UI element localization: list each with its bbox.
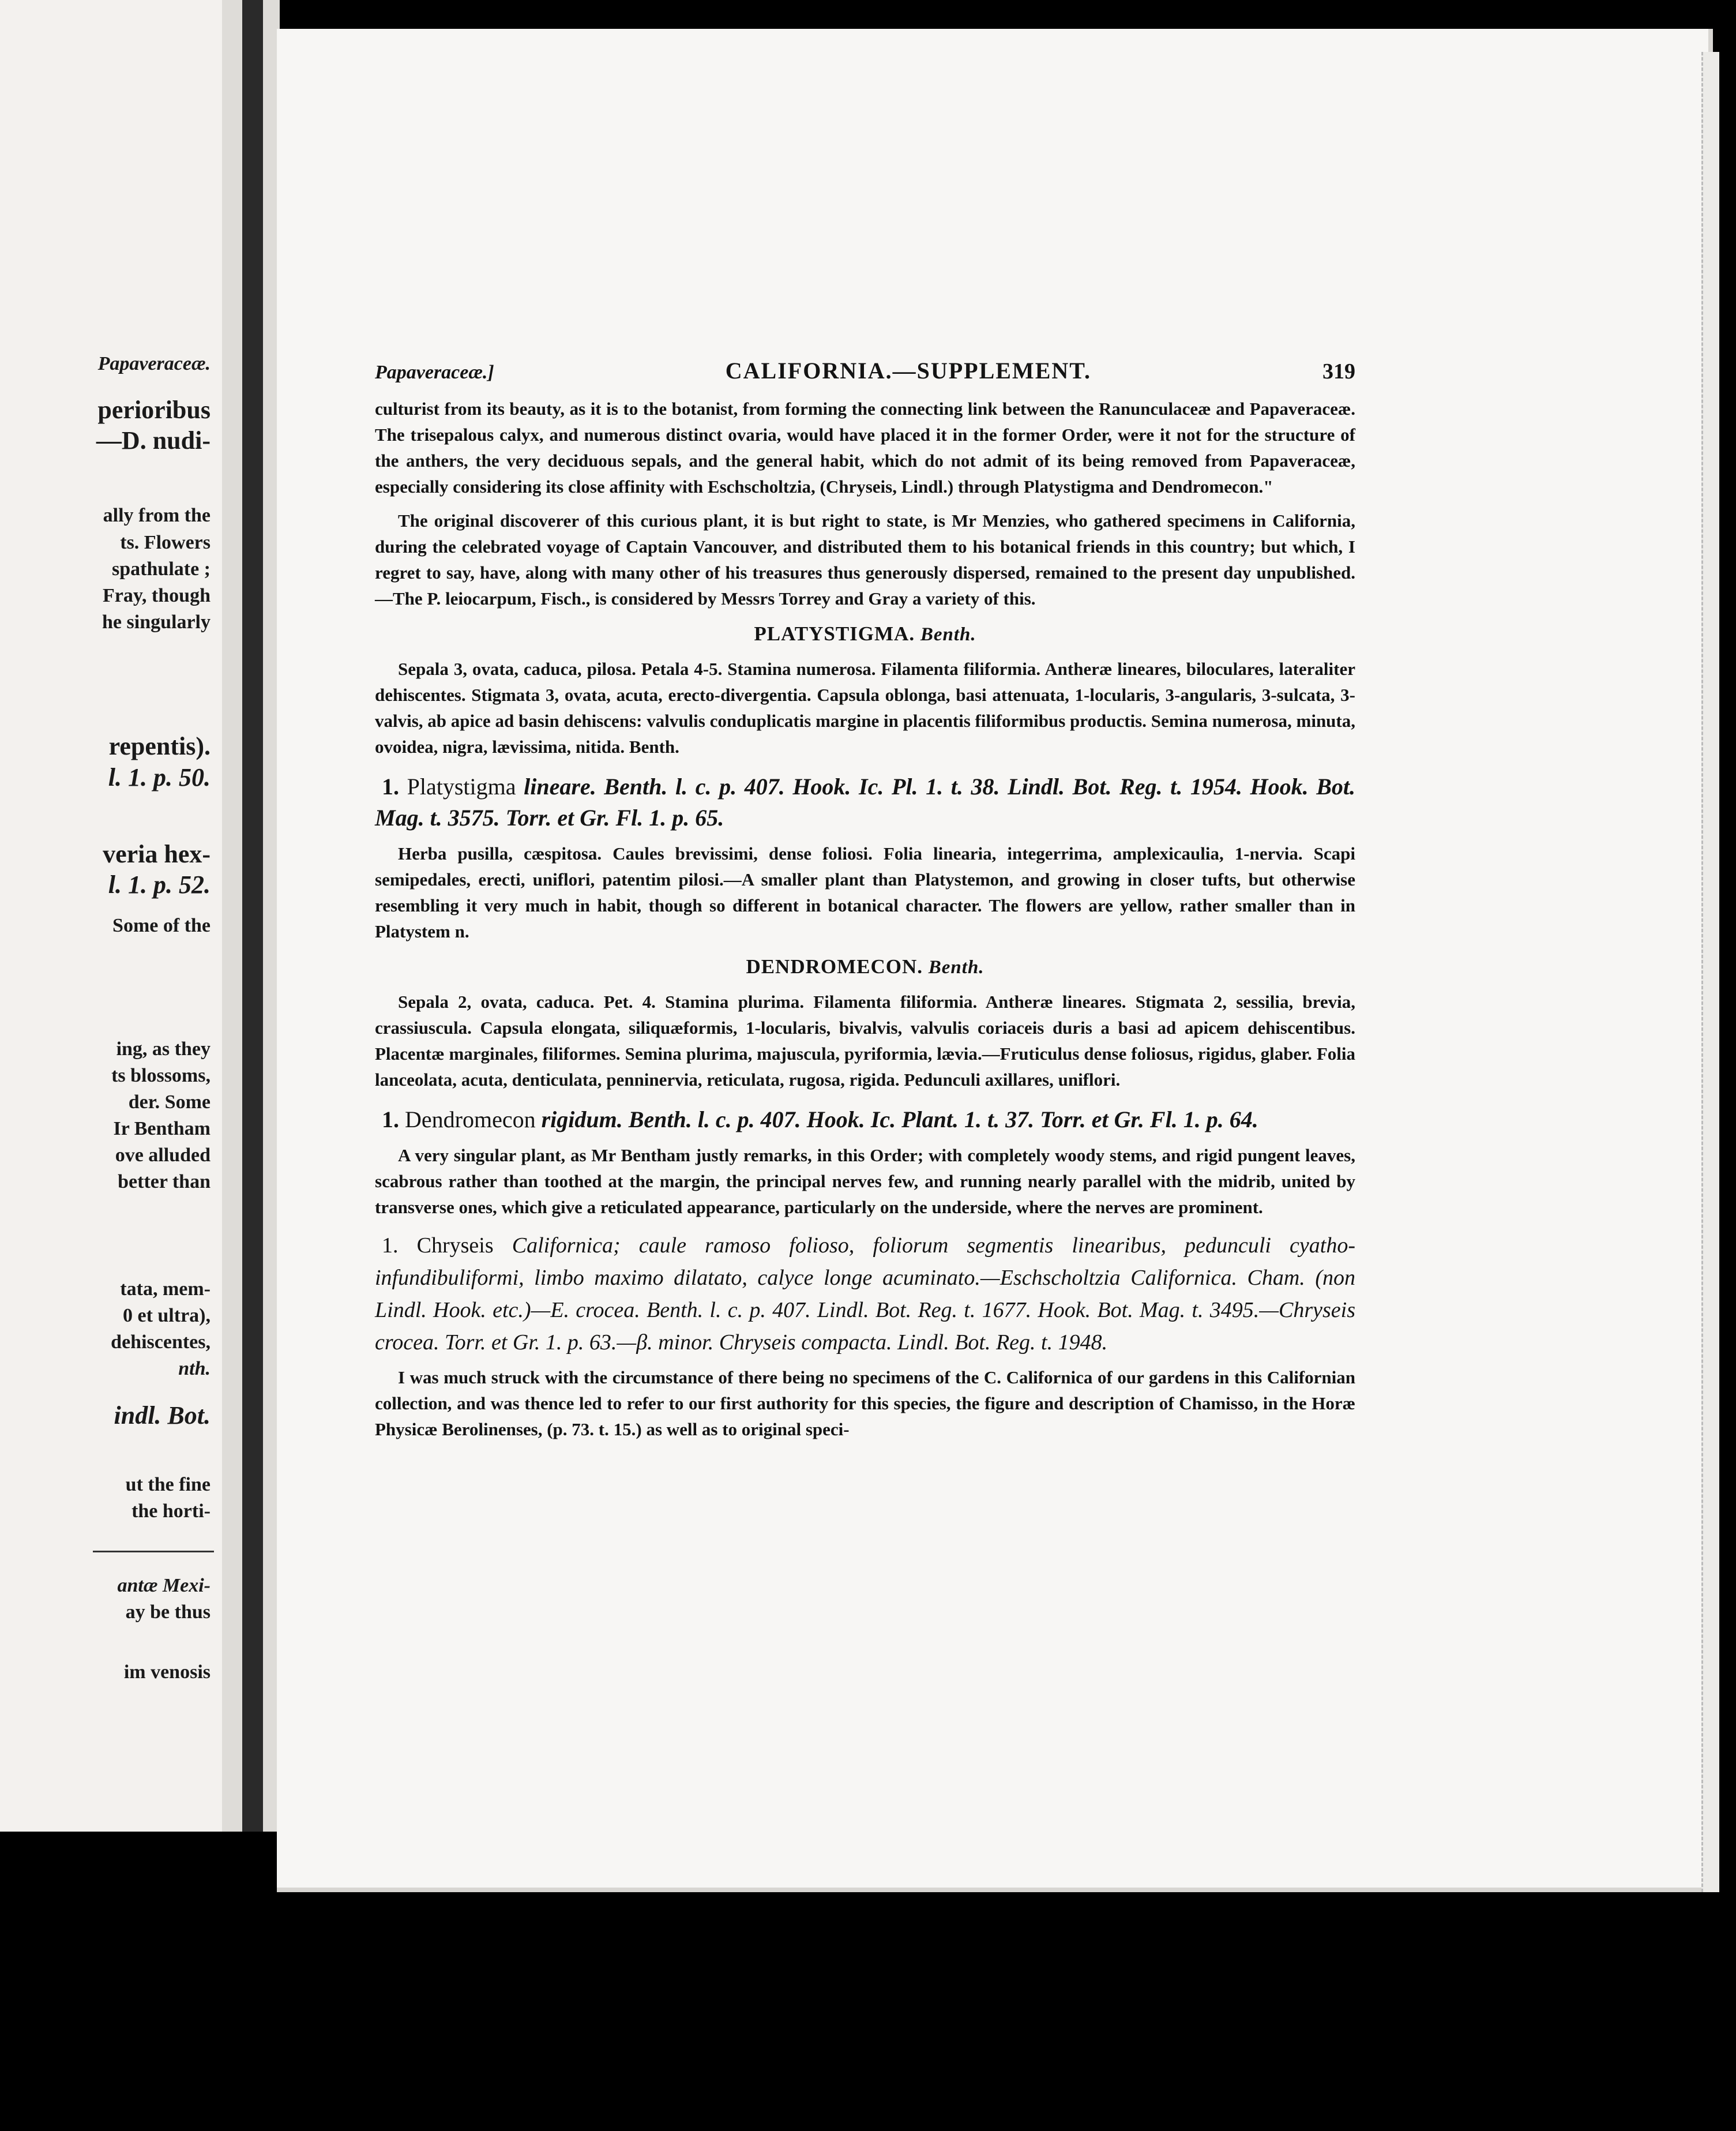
- species-genus: Platystigma: [407, 774, 516, 800]
- previous-page-line: ally from the: [103, 505, 211, 526]
- running-header: [375, 358, 1355, 385]
- header-section: Papaveraceæ.]: [375, 362, 494, 383]
- species-number: 1.: [382, 774, 399, 800]
- previous-page-line: 0 et ultra),: [122, 1305, 211, 1326]
- previous-page-line: indl. Bot.: [114, 1401, 211, 1430]
- previous-page-line: Ir Bentham: [113, 1118, 211, 1139]
- genus-description-platystigma: Sepala 3, ovata, caduca, pilosa. Petala 4-5. Stamina numerosa. Filamenta filiformia. Antheræ lineares, biloculares, lateraliter dehiscentes. Stigmata 3, ovata, acuta, erecto-divergentia. Capsula oblonga, basi attenuata, 1-locularis, 3-angularis, 3-sulcata, 3-valvis, ab apice ad basin dehiscens: valvulis conduplicatis margine in placentis filiformibus productis. Semina numerosa, minuta, ovoidea, nigra, lævissima, nitida. Benth.: [375, 659, 1355, 757]
- genus-author: Benth.: [920, 624, 976, 645]
- previous-page-line: tata, mem-: [120, 1278, 211, 1300]
- genus-name: DENDROMECON.: [746, 955, 923, 978]
- species-citation: Californica; caule ramoso folioso, foliorum segmentis linearibus, pedunculi cyatho-infundibuliformi, limbo maximo dilatato, calyce longe acuminato.—Eschscholtzia Californica. Cham. (non Lindl. Hook. etc.)—E. crocea. Benth. l. c. p. 407. Lindl. Bot. Reg. t. 1677. Hook. Bot. Mag. t. 3495.—Chryseis crocea. Torr. et Gr. 1. p. 63.—β. minor. Chryseis compacta. Lindl. Bot. Reg. t. 1948.: [375, 1233, 1356, 1355]
- page-edge: [1701, 52, 1719, 1892]
- previous-page-line: nth.: [178, 1358, 211, 1379]
- species-description-platystigma: Herba pusilla, cæspitosa. Caules brevissimi, dense foliosi. Folia linearia, integerrima, amplexicaulia, 1-nervia. Scapi semipedales, erecti, uniflori, patentim pilosi.—A smaller plant than Platystemon, and growing in closer tufts, but otherwise resembling it very much in habit, though so different in botanical character. The flowers are yellow, rather smaller than in Platystem n.: [375, 843, 1355, 941]
- species-genus: Chryseis: [416, 1233, 494, 1258]
- previous-page-line: the horti-: [131, 1500, 211, 1522]
- species-entry-platystigma: [375, 771, 1355, 834]
- page-body: [375, 358, 1355, 1442]
- previous-page-line: better than: [118, 1171, 211, 1192]
- previous-page-line: Papaveraceæ.: [97, 353, 211, 374]
- previous-page-line: antæ Mexi-: [117, 1575, 211, 1596]
- previous-page-line: l. 1. p. 50.: [108, 763, 211, 791]
- previous-page-line: repentis).: [108, 732, 211, 760]
- previous-page-line: ay be thus: [125, 1601, 211, 1623]
- footnote-rule: [93, 1551, 214, 1552]
- previous-page-line: perioribus: [97, 396, 211, 424]
- species-number: 1.: [382, 1106, 399, 1132]
- species-description-dendromecon: A very singular plant, as Mr Bentham justly remarks, in this Order; with completely woody stems, and rigid pungent leaves, scabrous rather than toothed at the margin, the principal nerves few, and running nearly parallel with the midrib, united by transverse ones, which give a reticulated appearance, particularly on the underside, where the nerves are prominent.: [375, 1145, 1355, 1217]
- previous-page-line: ing, as they: [116, 1038, 211, 1060]
- genus-heading-dendromecon: [375, 954, 1355, 981]
- species-citation: rigidum. Benth. l. c. p. 407. Hook. Ic. Plant. 1. t. 37. Torr. et Gr. Fl. 1. p. 64.: [541, 1106, 1258, 1132]
- gutter-shadow: [242, 0, 263, 1832]
- paragraph-final: I was much struck with the circumstance of there being no specimens of the C. Californica of our gardens in this Californian collection, and was thence led to refer to our first authority for this species, the figure and description of Chamisso, in the Horæ Physicæ Berolinenses, (p. 73. t. 15.) as well as to original speci-: [375, 1367, 1355, 1439]
- species-genus: Dendromecon: [405, 1106, 536, 1132]
- previous-page-line: veria hex-: [103, 840, 211, 868]
- paragraph-discoverer: The original discoverer of this curious plant, it is but right to state, is Mr Menzies, who gathered specimens in California, during the celebrated voyage of Captain Vancouver, and distributed them to his botanical friends in this country; but which, I regret to say, have, along with many other of his treasures thus generously dispersed, remained to the present day unpublished.—The P. leiocarpum, Fisch., is considered by Messrs Torrey and Gray a variety of this.: [375, 511, 1355, 609]
- previous-page-line: ts blossoms,: [111, 1065, 211, 1086]
- paragraph-continued: culturist from its beauty, as it is to the botanist, from forming the connecting link between the Ranunculaceæ and Papaveraceæ. The trisepalous calyx, and numerous distinct ovaria, would have placed it in the former Order, were it not for the structure of the anthers, the very deciduous sepals, and the general habit, which do not admit of its being removed from Papaveraceæ, especially considering its close affinity with Eschscholtzia, (Chryseis, Lindl.) through Platystigma and Dendromecon.": [375, 399, 1355, 497]
- species-entry-dendromecon: [375, 1104, 1355, 1135]
- genus-author: Benth.: [928, 957, 985, 978]
- previous-page-line: ut the fine: [125, 1474, 211, 1495]
- previous-page-line: he singularly: [102, 611, 211, 633]
- previous-page-line: Fray, though: [102, 585, 211, 606]
- previous-page-line: Some of the: [112, 915, 211, 936]
- species-number: 1.: [382, 1233, 399, 1258]
- page-number: 319: [1322, 359, 1355, 384]
- previous-page-line: dehiscentes,: [111, 1331, 211, 1353]
- previous-page-line: spathulate ;: [112, 558, 211, 580]
- genus-heading-platystigma: [375, 621, 1355, 648]
- header-title: CALIFORNIA.—SUPPLEMENT.: [725, 358, 1091, 384]
- previous-page-line: der. Some: [128, 1091, 211, 1113]
- species-entry-chryseis: [375, 1229, 1355, 1359]
- previous-page-line: ts. Flowers: [120, 532, 211, 553]
- previous-page-fragment: [0, 0, 222, 1832]
- previous-page-line: l. 1. p. 52.: [108, 871, 211, 899]
- previous-page-line: —D. nudi-: [96, 426, 211, 455]
- genus-name: PLATYSTIGMA.: [754, 622, 915, 645]
- genus-description-dendromecon: Sepala 2, ovata, caduca. Pet. 4. Stamina plurima. Filamenta filiformia. Antheræ lineares. Stigmata 2, sessilia, brevia, crassiuscula. Capsula elongata, siliquæformis, 1-locularis, bivalvis, valvulis coriaceis duris a basi ad apicem dehiscentibus. Placentæ marginales, filiformes. Semina plurima, majuscula, pyriformia, lævia.—Fruticulus dense foliosus, rigidus, glaber. Folia lanceolata, acuta, denticulata, penninervia, reticulata, rugosa, rigida. Pedunculi axillares, uniflori.: [375, 992, 1355, 1090]
- previous-page-line: im venosis: [123, 1661, 211, 1683]
- species-citation: lineare. Benth. l. c. p. 407. Hook. Ic. Pl. 1. t. 38. Lindl. Bot. Reg. t. 1954. Hook. Bot. Mag. t. 3575. Torr. et Gr. Fl. 1. p. 65.: [375, 774, 1356, 831]
- previous-page-line: ove alluded: [115, 1145, 211, 1166]
